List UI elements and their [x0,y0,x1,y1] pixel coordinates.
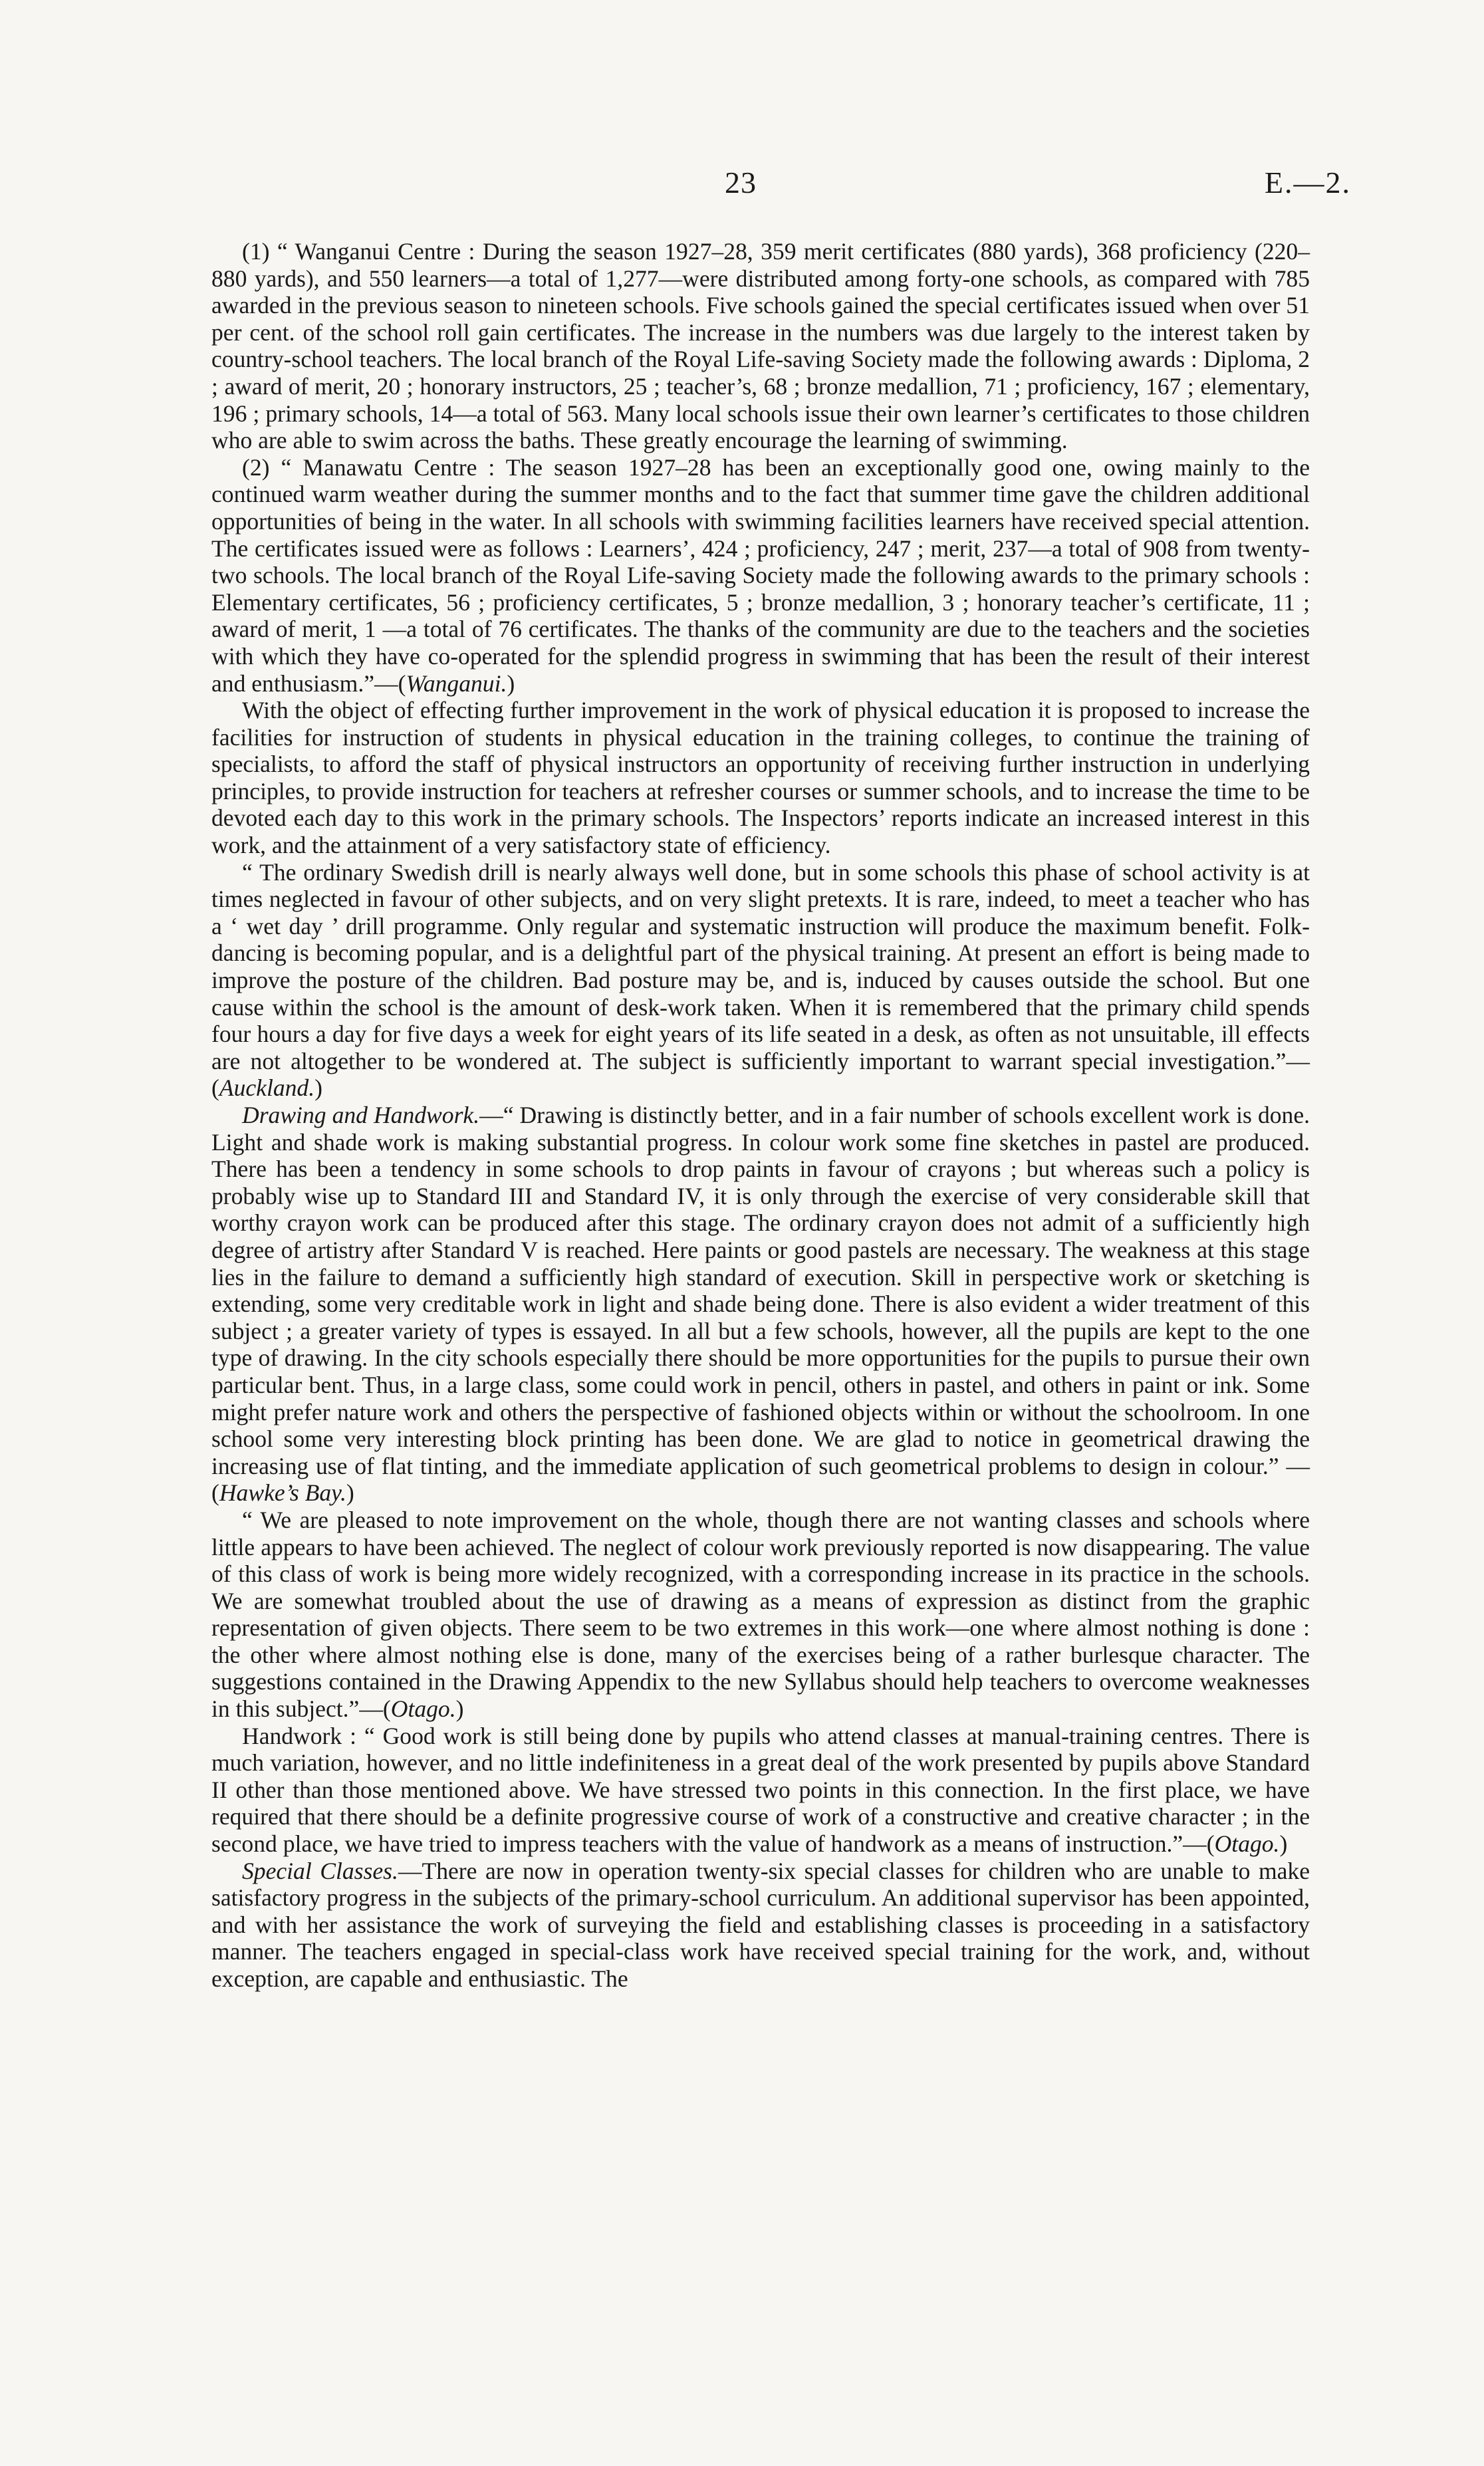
paragraph-handwork: Handwork : “ Good work is still being done by pupils who attend classes at manual-training centres. There is much variation, however, and no little indefiniteness in a great deal of the work presented by pupils above Standard II other than those mentioned above. We have stressed two points in this connection. In the first place, we have required that there should be a definite progressive course of work of a constructive and creative character ; in the second place, we have tried to impress teachers with the value of handwork as a means of instruction.”—(Otago.) [211,1722,1310,1858]
source-citation: Hawke’s Bay. [219,1479,346,1507]
document-code: E.—2. [1264,166,1351,199]
body-text [211,238,1310,1993]
paragraph-physical-education: With the object of effecting further improvement in the work of physical education it is proposed to increase the facilities for instruction of students in physical education in the training colleges, to continue the training of specialists, to afford the staff of physical instructors an opportunity of receiving further instruction in underlying principles, to provide instruction for teachers at refresher courses or summer schools, and to increase the time to be devoted each day to this work in the primary schools. The Inspectors’ reports indicate an increased interest in this work, and the attainment of a very satisfactory state of efficiency. [211,697,1310,859]
source-citation: Otago. [1214,1830,1280,1858]
page-header [0,165,1484,211]
paragraph-manawatu-centre: (2) “ Manawatu Centre : The season 1927–28 has been an exceptionally good one, owing mainly to the continued warm weather during the summer months and to the fact that summer time gave the children additional opportunities of being in the water. In all schools with swimming facilities learners have received special attention. The certificates issued were as follows : Learners’, 424 ; proficiency, 247 ; merit, 237—a total of 908 from twenty-two schools. The local branch of the Royal Life-saving Society made the following awards to the primary schools : Elementary certificates, 56 ; proficiency certificates, 5 ; bronze medallion, 3 ; honorary teacher’s certificate, 11 ; award of merit, 1 —a total of 76 certificates. The thanks of the community are due to the teachers and the societies with which they have co-operated for the splendid progress in swimming that has been the result of their interest and enthusiasm.”—(Wanganui.) [211,453,1310,697]
paragraph-wanganui-centre: (1) “ Wanganui Centre : During the season 1927–28, 359 merit certificates (880 yards), 368 proficiency (220–880 yards), and 550 learners—a total of 1,277—were distributed among forty-one schools, as compared with 785 awarded in the previous season to nineteen schools. Five schools gained the special certificates issued when over 51 per cent. of the school roll gain certificates. The increase in the numbers was due largely to the interest taken by country-school teachers. The local branch of the Royal Life-saving Society made the following awards : Diploma, 2 ; award of merit, 20 ; honorary instructors, 25 ; teacher’s, 68 ; bronze medallion, 71 ; proficiency, 167 ; elementary, 196 ; primary schools, 14—a total of 563. Many local schools issue their own learner’s certificates to those children who are able to swim across the baths. These greatly encourage the learning of swimming. [211,238,1310,454]
paragraph-drawing-handwork: Drawing and Handwork.—“ Drawing is distinctly better, and in a fair number of schools excellent work is done. Light and shade work is making substantial progress. In colour work some fine sketches in pastel are produced. There has been a tendency in some schools to drop paints in favour of crayons ; but whereas such a policy is probably wise up to Standard III and Standard IV, it is only through the exercise of very considerable skill that worthy crayon work can be produced after this stage. The ordinary crayon does not admit of a sufficiently high degree of artistry after Standard V is reached. Here paints or good pastels are necessary. The weakness at this stage lies in the failure to demand a sufficiently high standard of execution. Skill in perspective work or sketching is extending, some very creditable work in light and shade being done. There is also evident a wider treatment of this subject ; a greater variety of types is essayed. In all but a few schools, however, all the pupils are kept to the one type of drawing. In the city schools especially there should be more opportunities for the pupils to pursue their own particular bent. Thus, in a large class, some could work in pencil, others in pastel, and others in paint or ink. Some might prefer nature work and others the perspective of fashioned objects within or without the schoolroom. In one school some very interesting block printing has been done. We are glad to notice in geometrical drawing the increasing use of flat tinting, and the immediate application of such geometrical problems to design in colour.” —(Hawke’s Bay.) [211,1102,1310,1507]
source-citation: Otago. [390,1695,456,1723]
source-citation: Wanganui. [406,670,507,697]
paragraph-otago-drawing: “ We are pleased to note improvement on the whole, though there are not wanting classes and schools where little appears to have been achieved. The neglect of colour work previously reported is now disappearing. The value of this class of work is being more widely recognized, with a corresponding increase in its practice in the schools. We are somewhat troubled about the use of drawing as a means of expression as distinct from the graphic representation of given objects. There seem to be two extremes in this work—one where almost nothing is done : the other where almost nothing else is done, many of the exercises being of a rather burlesque character. The suggestions contained in the Drawing Appendix to the new Syllabus should help teachers to overcome weaknesses in this subject.”—(Otago.) [211,1506,1310,1723]
paragraph-special-classes: Special Classes.—There are now in operation twenty-six special classes for children who are unable to make satisfactory progress in the subjects of the primary-school curriculum. An additional supervisor has been appointed, and with her assistance the work of surveying the field and establishing classes is proceeding in a satisfactory manner. The teachers engaged in special-class work have received special training for the work, and, without exception, are capable and enthusiastic. The [211,1857,1310,1992]
paragraph-swedish-drill: “ The ordinary Swedish drill is nearly always well done, but in some schools this phase of school activity is at times neglected in favour of other subjects, and on very slight pretexts. It is rare, indeed, to meet a teacher who has a ‘ wet day ’ drill programme. Only regular and systematic instruction will produce the maximum benefit. Folk-dancing is becoming popular, and is a delightful part of the physical training. At present an effort is being made to improve the posture of the children. Bad posture may be, and is, induced by causes outside the school. But one cause within the school is the amount of desk-work taken. When it is remembered that the primary child spends four hours a day for five days a week for eight years of its life seated in a desk, as often as not unsuitable, ill effects are not altogether to be wondered at. The subject is sufficiently important to warrant special investigation.”—(Auckland.) [211,858,1310,1102]
source-citation: Auckland. [219,1074,315,1102]
page-number: 23 [725,166,757,199]
section-heading: Drawing and Handwork. [242,1102,480,1128]
section-heading: Special Classes. [242,1857,398,1884]
